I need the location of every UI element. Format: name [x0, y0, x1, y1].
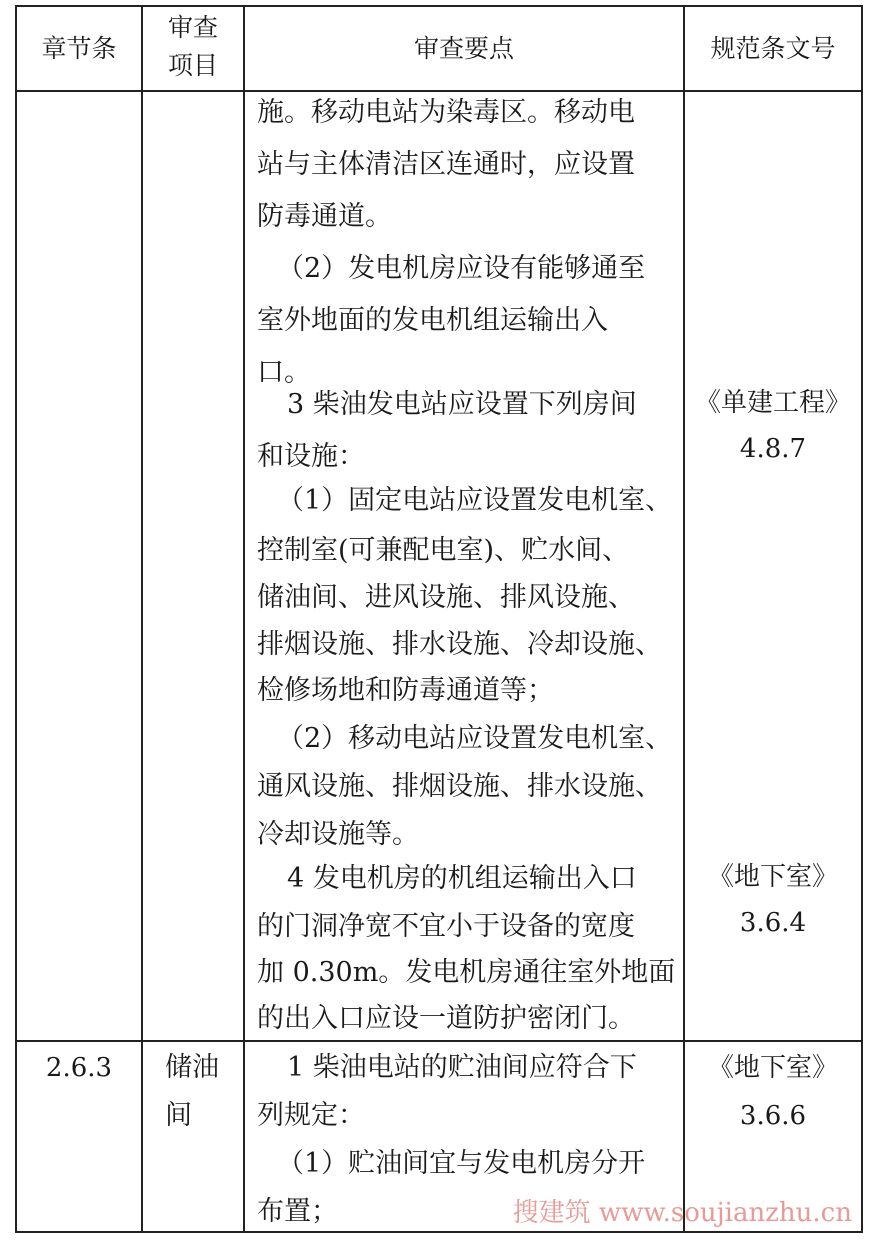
text-line: 防毒通道。: [257, 201, 392, 232]
text-line: 排烟设施、排水设施、冷却设施、: [257, 629, 662, 660]
review-item-line2: 间: [165, 1100, 192, 1131]
text-line: 控制室(可兼配电室)、贮水间、: [257, 535, 630, 566]
text-line: 口。: [257, 357, 311, 388]
text-line: 冷却设施等。: [257, 819, 419, 850]
text-line: 3 柴油发电站应设置下列房间: [287, 389, 637, 420]
text-line: （2）移动电站应设置发电机室、: [277, 723, 673, 754]
text-line: 和设施：: [257, 441, 365, 472]
section-number-text: 2.6.3: [45, 1053, 113, 1083]
text-line: （2）发电机房应设有能够通至: [277, 253, 646, 284]
column-divider-2: [243, 5, 245, 1233]
header-points: 审查要点: [413, 34, 514, 63]
reference-code: 3.6.4: [739, 908, 807, 938]
text-line: 站与主体清洁区连通时，应设置: [257, 149, 635, 180]
header-section: 章节条: [41, 34, 117, 63]
reference-name: 《地下室》: [707, 862, 838, 892]
text-line: 的出入口应设一道防护密闭门。: [257, 1003, 635, 1034]
text-line: （1）固定电站应设置发电机室、: [277, 485, 673, 516]
text-line: 4 发电机房的机组运输出入口: [287, 863, 637, 894]
text-line: 施。移动电站为染毒区。移动电: [257, 97, 635, 128]
reference-row1: [685, 94, 861, 1039]
column-divider-1: [141, 5, 143, 1233]
text-line: 布置；: [257, 1196, 338, 1227]
review-points-row1: [257, 94, 681, 1039]
watermark: 搜建筑 www.soujianzhu.cn: [512, 1198, 852, 1228]
table-right-border: [861, 5, 863, 1233]
header-item-line1: 审查: [167, 13, 218, 42]
reference-name: 《单建工程》: [694, 388, 851, 418]
text-line: 室外地面的发电机组运输出入: [257, 305, 608, 336]
header-reference: 规范条文号: [710, 34, 836, 63]
text-line: 1 柴油电站的贮油间应符合下: [287, 1052, 637, 1083]
text-line: 加 0.30m。发电机房通往室外地面: [257, 957, 676, 988]
header-item-line2: 项目: [167, 51, 218, 80]
text-line: （1）贮油间宜与发电机房分开: [277, 1148, 646, 1179]
text-line: 的门洞净宽不宜小于设备的宽度: [257, 911, 635, 942]
reference-code: 4.8.7: [739, 434, 807, 464]
section-number: [17, 1049, 141, 1087]
reference-name: 《地下室》: [707, 1053, 838, 1083]
text-line: 检修场地和防毒通道等；: [257, 675, 554, 706]
reference-code: 3.6.6: [739, 1101, 807, 1131]
text-line: 通风设施、排烟设施、排水设施、: [257, 771, 662, 802]
text-line: 列规定：: [257, 1100, 365, 1131]
review-table: [15, 5, 863, 1233]
text-line: 储油间、进风设施、排风设施、: [257, 582, 635, 613]
review-item-line1: 储油: [165, 1052, 219, 1083]
